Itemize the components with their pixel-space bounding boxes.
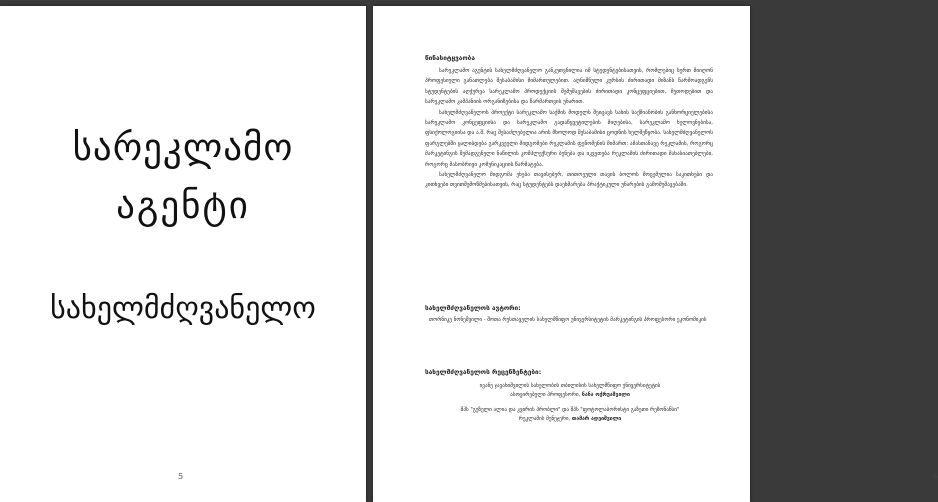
preface-paragraph: სახელმძღვანელოს პროექტი სარეკლამო საქმის მოდულს შეიცავს სახის საქმიანობის განხორციელებისა სარეკლამო კონცეფციისა და სარეკლამო გადაწყვეტილების მიღებისა, სარეკლამო ხელოვნებისა, ფსიქოლოგიისა და ა.შ. რაც შესაძლებელია არის მხოლოდ შესაბამისი ცოდნის ხელშეწყობა. სახელმძღვანელოს ფარგლებში ყალიბდება გარკვეული მიდგომები რეკლამის ფენომენის მიმართ: ამასთანავე რეკლამის, როგორც მარკეტინგის შემადგენელი ნაწილის კომპლექსური ბუნება და იკვეთება რეკლამის ძირითადი მახასიათებლები, როგორც მასობრივი კომუნიკაციის წარმატება. [425, 109, 714, 168]
preface-heading: წინასიტყვაობა [425, 54, 475, 62]
authors-text: თორნიკე ნონეშვილი - შოთა რუსთაველის სახელმწიფო უნივერსიტეტის მარკეტინგის პროფესორი ეკონომიკის [429, 317, 707, 323]
right-page [373, 6, 938, 502]
preface-section [425, 54, 713, 191]
authors-heading: სახელმძღვანელოს ავტორი: [425, 304, 521, 312]
editor-entry [425, 382, 715, 400]
editors-section [425, 368, 715, 424]
editor1-line1: ივანე ჯავახიშვილის სახელობის თბილისის სახელმწიფო უნივერსიტეტის [479, 383, 661, 389]
cover-title-line2: აგენტი [116, 184, 250, 227]
left-page [0, 6, 366, 502]
authors-section [425, 304, 715, 325]
editor-entry [425, 406, 715, 424]
cover-title-line1: სარეკლამო [72, 126, 294, 169]
preface-paragraph: სახელმძღვანელო მიდგომა ეხება თავისებურ, თითოეული თავის ბოლოს მოცემულია საკითხები და კითხვები თვითშემოწმებისათვის, რაც სტუდენტებს დაეხმარება პრაქტიკული უნარების გამომუშავებაში. [425, 172, 713, 189]
editor2-line1: შპს "გუზელი ალია და კვირის პრობლი" და შპს "ფოტოლაბორისტი გაზეთი რეზონანსი" [460, 407, 680, 413]
page-number-right: 6 [933, 472, 938, 481]
editor2-name: თამარ ადეიშვილი [571, 416, 622, 422]
editor1-name: ნანა ოქრუაშვილი [581, 392, 630, 398]
preface-paragraph: სარეკლამო აგენტის სახელმძღვანელო განკუთვნილია იმ სტუდენტებისათვის, რომლებიც სურთ მიიღონ პროფესიული განათლება შესაბამისი მიმართულებით. აღნიშნული კურსის ძირითადი მიზანს წარმოადგენს სტუდენტების აღჭურვა სარეკლამო პროდუქციის შემუშავების ძირითადი კონცეფციებით, მეთოდებით და სარეკლამო კამპანიის ორგანიზებისა და წარმართვის უნარით. [425, 68, 713, 106]
editor1-line2: ასოცირებული პროფესორი, [510, 392, 581, 398]
editor2-line2: რეკლამის მენეჯერი, [518, 416, 571, 422]
page-number-left: 5 [178, 472, 184, 481]
editors-heading: სახელმძღვანელოს რეცენზენტები: [425, 368, 542, 376]
cover-subtitle: სახელმძღვანელო [50, 291, 316, 326]
